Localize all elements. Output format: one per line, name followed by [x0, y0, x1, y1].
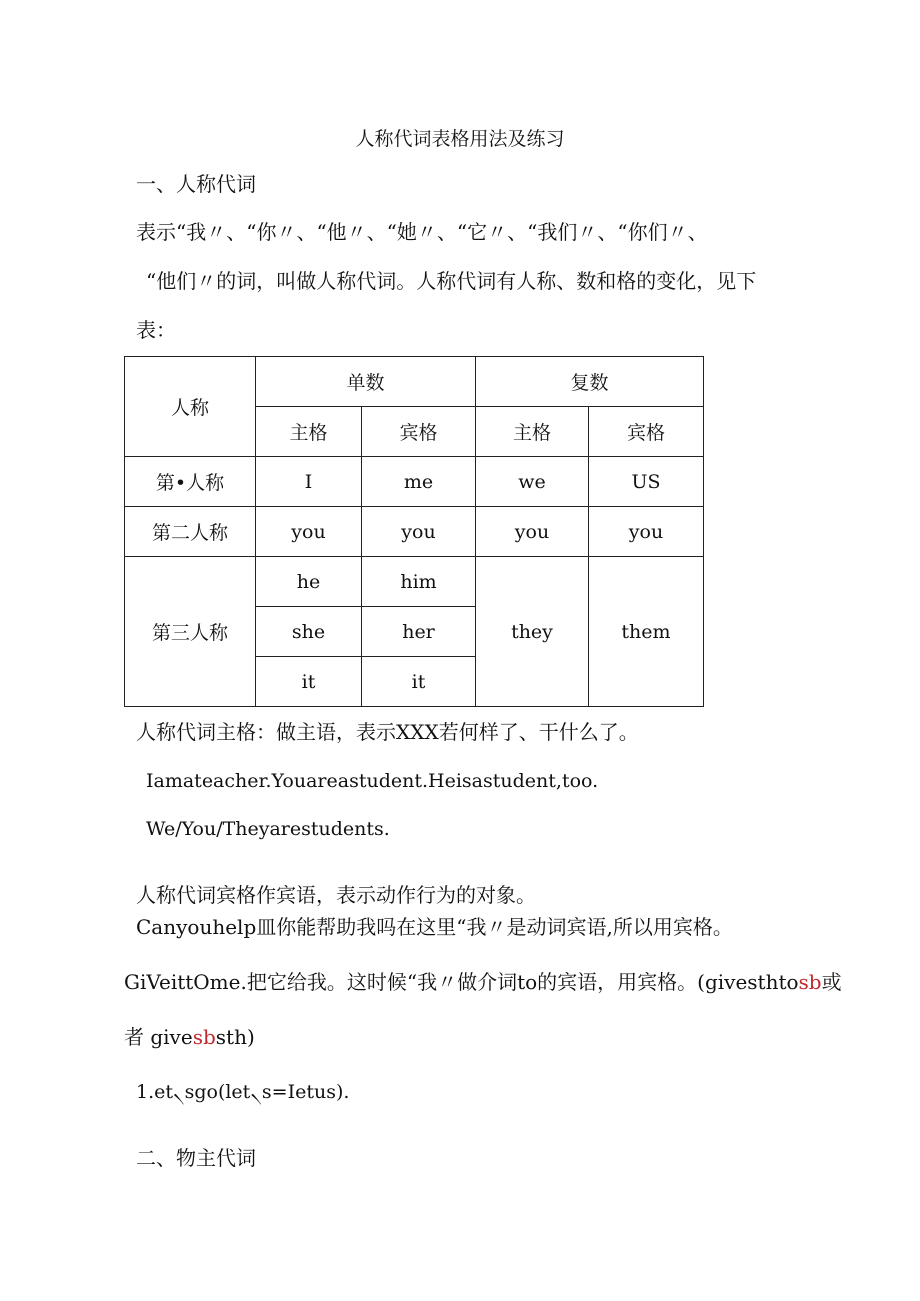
- cell-sg-subject: he: [256, 557, 362, 607]
- cell-pl-subject: you: [476, 507, 589, 557]
- header-singular-object: 宾格: [362, 407, 476, 457]
- cell-sg-subject: it: [256, 657, 362, 707]
- intro-line-1: 表示“我〃、“你〃、“他〃、“她〃、“它〃、“我们〃、“你们〃、: [136, 220, 708, 244]
- example-sentence-5: [124, 1024, 255, 1050]
- section-heading-possessive-pronouns: 二、物主代词: [136, 1146, 256, 1170]
- object-case-note: 人称代词宾格作宾语，表示动作行为的对象。: [136, 883, 536, 907]
- row-second-person: 第二人称: [125, 507, 256, 557]
- cell-pl-object: them: [589, 557, 704, 707]
- cell-sg-object: him: [362, 557, 476, 607]
- row-first-person: 第•人称: [125, 457, 256, 507]
- cell-pl-subject: they: [476, 557, 589, 707]
- table-row: [125, 557, 704, 607]
- cell-sg-object: me: [362, 457, 476, 507]
- header-plural-object: 宾格: [589, 407, 704, 457]
- example-4-main: GiVeittOme.把它给我。这时候“我〃做介词to的宾语，用宾格。(givesthto: [124, 970, 799, 994]
- example-sentence-6: 1.et৲sgo(let৲s=Ietus).: [136, 1081, 350, 1103]
- example-5-start: 者 give: [124, 1025, 193, 1049]
- pronoun-table: [124, 356, 704, 707]
- example-4-sb: sb: [798, 970, 822, 994]
- row-third-person: 第三人称: [125, 557, 256, 707]
- example-sentence-3: Canyouhelp皿你能帮助我吗在这里“我〃是动词宾语,所以用宾格。: [136, 915, 733, 939]
- cell-sg-subject: you: [256, 507, 362, 557]
- example-sentence-1: Iamateacher.Youareastudent.Heisastudent,too.: [146, 770, 599, 792]
- page-title: 人称代词表格用法及练习: [355, 128, 565, 150]
- intro-line-3: 表：: [136, 318, 176, 342]
- cell-pl-object: you: [589, 507, 704, 557]
- section-heading-personal-pronouns: 一、人称代词: [136, 172, 256, 196]
- table-row: [125, 507, 704, 557]
- cell-sg-object: you: [362, 507, 476, 557]
- header-singular: 单数: [256, 357, 476, 407]
- cell-pl-object: US: [589, 457, 704, 507]
- subject-case-note: 人称代词主格：做主语，表示XXX若何样了、干什么了。: [136, 720, 639, 744]
- table-row: [125, 457, 704, 507]
- intro-line-2: “他们〃的词，叫做人称代词。人称代词有人称、数和格的变化，见下: [146, 269, 757, 293]
- example-5-sb: sb: [192, 1025, 216, 1049]
- header-singular-subject: 主格: [256, 407, 362, 457]
- cell-sg-object: it: [362, 657, 476, 707]
- example-4-end: 或: [821, 970, 842, 994]
- example-sentence-4: [124, 969, 842, 995]
- header-plural-subject: 主格: [476, 407, 589, 457]
- cell-sg-subject: I: [256, 457, 362, 507]
- cell-sg-object: her: [362, 607, 476, 657]
- header-person: 人称: [125, 357, 256, 457]
- example-sentence-2: We/You/Theyarestudents.: [146, 818, 390, 840]
- example-5-end: sth): [215, 1025, 255, 1049]
- header-plural: 复数: [476, 357, 704, 407]
- cell-pl-subject: we: [476, 457, 589, 507]
- cell-sg-subject: she: [256, 607, 362, 657]
